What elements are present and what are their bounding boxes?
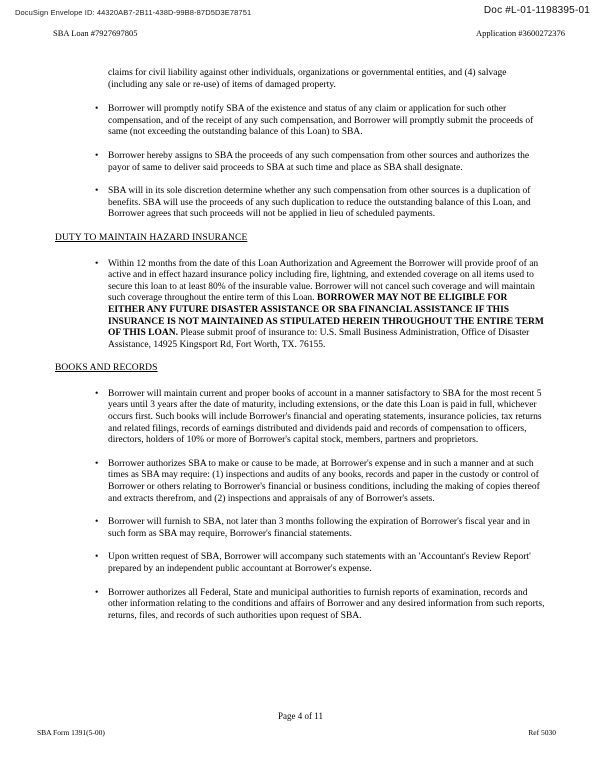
sba-loan-number: SBA Loan #7927697805 (53, 28, 138, 38)
bullet-item-accountants-review: • Upon written request of SBA, Borrower will accompany such statements with an 'Accountant's Review Report' prepared by an independent public accountant at Borrower's expense. (108, 552, 545, 575)
bullet-item-notify-sba: • Borrower will promptly notify SBA of the existence and status of any claim or application for such other compensation, and of the receipt of any such compensation, and Borrower will promptly submit the proceeds of same (not exceeding the outstanding balance of this Loan) to SBA. (108, 104, 545, 139)
books-bullet-list (55, 389, 545, 623)
bullet-item-authorities-reports: • Borrower authorizes all Federal, State and municipal authorities to furnish reports of examination, records and other information relating to the conditions and affairs of Borrower and any desired information from such reports, returns, files, and records of such authorities upon request of SBA. (108, 588, 545, 623)
hazard-text-normal-lead: Within 12 months from the date of this Loan Authorization and Agreement the Borrower will provide proof of an active and in effect hazard insurance policy including fire, lightning, and extended coverage on all items used to secure this loan to at least 80% of the insurable value. Borrower will not cancel such coverage and will maintain such coverage throughout the entire term of this Loan. (108, 258, 539, 304)
bullet-item-inspections-audits: • Borrower authorizes SBA to make or cause to be made, at Borrower's expense and in such a manner and at such times as SBA may require: (1) inspections and audits of any books, records and paper in the custody or control of Borrower or others relating to Borrower's financial or business conditions, including the making of copies thereof and extracts therefrom, and (2) inspections and appraisals of any of Borrower's assets. (108, 459, 545, 505)
hazard-text-bold-warning: BORROWER MAY NOT BE ELIGIBLE FOR EITHER ANY FUTURE DISASTER ASSISTANCE OR SBA FINANCIAL ASSISTANCE IF THIS INSURANCE IS NOT MAINTAINED AS STIPULATED HEREIN THROUGHOUT THE ENTIRE TERM OF THIS LOAN. (108, 293, 544, 339)
page-number: Page 4 of 11 (278, 711, 323, 721)
bullet-item-duplication-of-benefits: • SBA will in its sole discretion determine whether any such compensation from other sources is a duplication of benefits. SBA will use the proceeds of any such duplication to reduce the outstanding balance of this Loan, and Borrower agrees that such proceeds will not be applied in lieu of scheduled payments. (108, 186, 545, 221)
ref-number: Ref 5030 (528, 728, 556, 737)
paragraph-continuation: claims for civil liability against other individuals, organizations or governmental entities, and (4) salvage (including any sale or re-use) of items of damaged property. (108, 68, 507, 90)
footer-row (37, 728, 556, 737)
bullet-item-hazard-insurance (108, 259, 545, 352)
section-heading-hazard-insurance: DUTY TO MAINTAIN HAZARD INSURANCE (55, 232, 248, 243)
docusign-envelope-id: DocuSign Envelope ID: 44320AB7-2B11-438D-99B8-87D5D3E78751 (15, 8, 252, 17)
bullet-item-assigns-proceeds: • Borrower hereby assigns to SBA the proceeds of any such compensation from other sources and authorizes the payor of same to deliver said proceeds to SBA at such time and place as SBA shall designate. (108, 151, 545, 174)
hazard-bullet-list (55, 259, 545, 352)
application-number: Application #3600272376 (475, 28, 565, 38)
document-body (55, 68, 545, 634)
loan-header-row (53, 28, 565, 38)
hazard-text-normal-tail: Please submit proof of insurance to: U.S. Small Business Administration, Office of Disaster Assistance, 14925 Kingsport Rd, Fort Worth, TX. 76155. (108, 328, 530, 350)
docusign-header (15, 5, 590, 17)
compensation-bullet-list (55, 104, 545, 221)
bullet-item-maintain-books: • Borrower will maintain current and proper books of account in a manner satisfactory to SBA for the most recent 5 years until 3 years after the date of maturity, including extensions, or the date this Loan is paid in full, whichever occurs first. Such books will include Borrower's financial and operating statements, insurance policies, tax returns and related filings, records of earnings distributed and dividends paid and records of compensation to officers, directors, holders of 10% or more of Borrower's capital stock, members, partners and proprietors. (108, 389, 545, 447)
section-heading-books-records: BOOKS AND RECORDS (55, 363, 158, 374)
bullet-item-financial-statements: • Borrower will furnish to SBA, not later than 3 months following the expiration of Borrower's fiscal year and in such form as SBA may require, Borrower's financial statements. (108, 517, 545, 540)
doc-number: Doc #L-01-1198395-01 (483, 5, 590, 16)
form-number: SBA Form 1391(5-00) (37, 728, 105, 737)
